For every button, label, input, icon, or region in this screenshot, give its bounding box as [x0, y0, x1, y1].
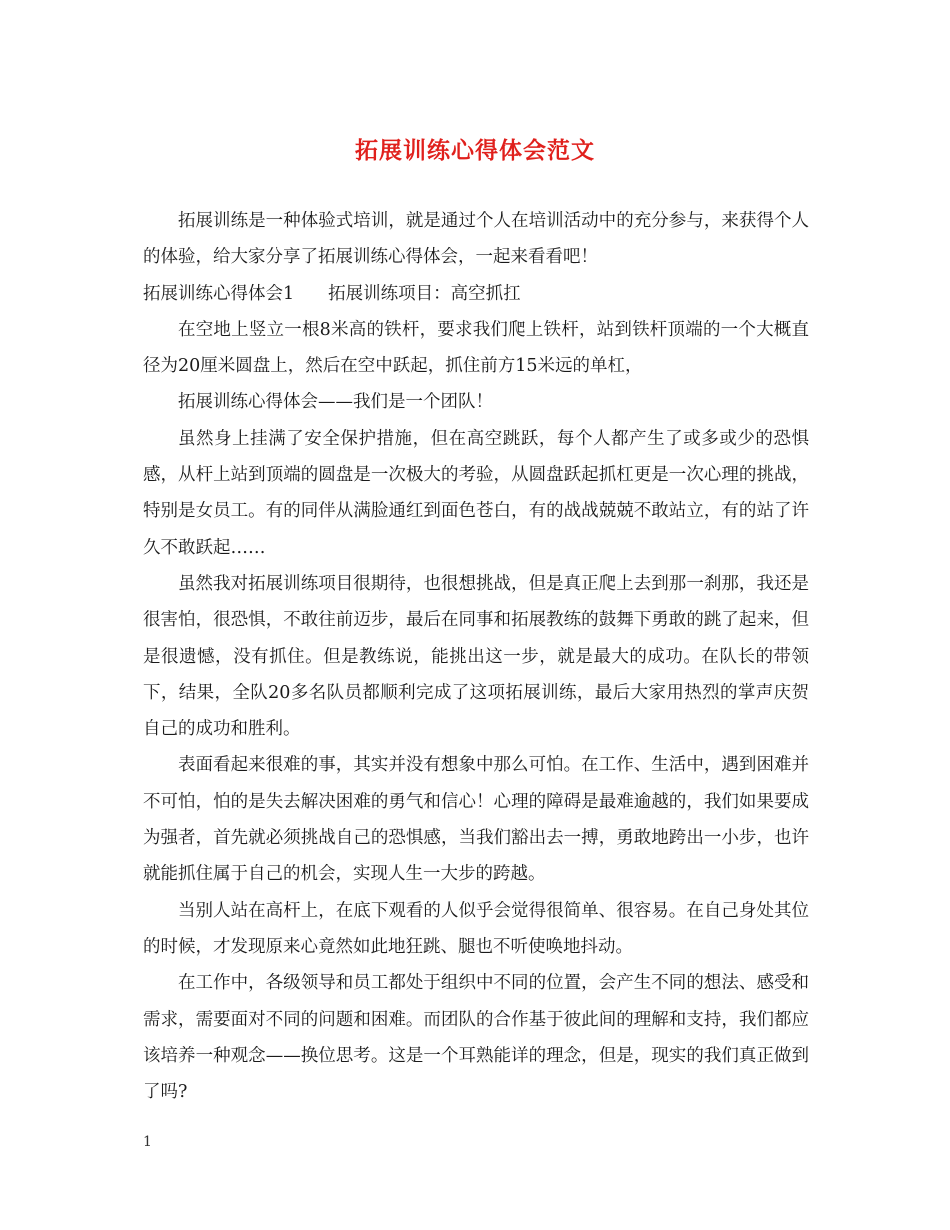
paragraph-7: 在工作中，各级领导和员工都处于组织中不同的位置，会产生不同的想法、感受和需求，需要面对不同的问题和困难。而团队的合作基于彼此间的理解和支持，我们都应该培养一种观念——换位思考。这是一个耳熟能详的理念，但是，现实的我们真正做到了吗?	[143, 973, 809, 1103]
document-body	[143, 203, 809, 1110]
document-title: 拓展训练心得体会范文	[355, 137, 595, 164]
section-project: 拓展训练项目：高空抓扛	[328, 283, 521, 304]
section-label: 拓展训练心得体会1	[143, 283, 295, 304]
page-number: 1	[143, 1134, 152, 1150]
intro-paragraph: 拓展训练是一种体验式培训，就是通过个人在培训活动中的充分参与，来获得个人的体验，给大家分享了拓展训练心得体会，一起来看看吧！	[143, 211, 809, 268]
paragraph-1: 在空地上竖立一根8米高的铁杆，要求我们爬上铁杆，站到铁杆顶端的一个大概直径为20厘米圆盘上，然后在空中跃起，抓住前方15米远的单杠，	[143, 319, 809, 377]
paragraph-6: 当别人站在高杆上，在底下观看的人似乎会觉得很简单、很容易。在自己身处其位的时候，才发现原来心竟然如此地狂跳、腿也不听使唤地抖动。	[143, 900, 809, 957]
paragraph-4: 虽然我对拓展训练项目很期待，也很想挑战，但是真正爬上去到那一刹那，我还是很害怕，很恐惧，不敢往前迈步，最后在同事和拓展教练的鼓舞下勇敢的跳了起来，但是很遗憾，没有抓住。但是教练说，能挑出这一步，就是最大的成功。在队长的带领下，结果，全队20多名队员都顺利完成了这项拓展训练，最后大家用热烈的掌声庆贺自己的成功和胜利。	[143, 573, 809, 740]
paragraph-5: 表面看起来很难的事，其实并没有想象中那么可怕。在工作、生活中，遇到困难并不可怕，怕的是失去解决困难的勇气和信心！心理的障碍是最难逾越的，我们如果要成为强者，首先就必须挑战自己的恐惧感，当我们豁出去一搏，勇敢地跨出一小步，也许就能抓住属于自己的机会，实现人生一大步的跨越。	[143, 755, 809, 885]
paragraph-3: 虽然身上挂满了安全保护措施，但在高空跳跃，每个人都产生了或多或少的恐惧感，从杆上站到顶端的圆盘是一次极大的考验，从圆盘跃起抓杠更是一次心理的挑战，特别是女员工。有的同伴从满脸通红到面色苍白，有的战战兢兢不敢站立，有的站了许久不敢跃起……	[143, 428, 809, 558]
paragraph-2: 拓展训练心得体会——我们是一个团队！	[178, 392, 493, 413]
section-heading	[143, 276, 809, 312]
